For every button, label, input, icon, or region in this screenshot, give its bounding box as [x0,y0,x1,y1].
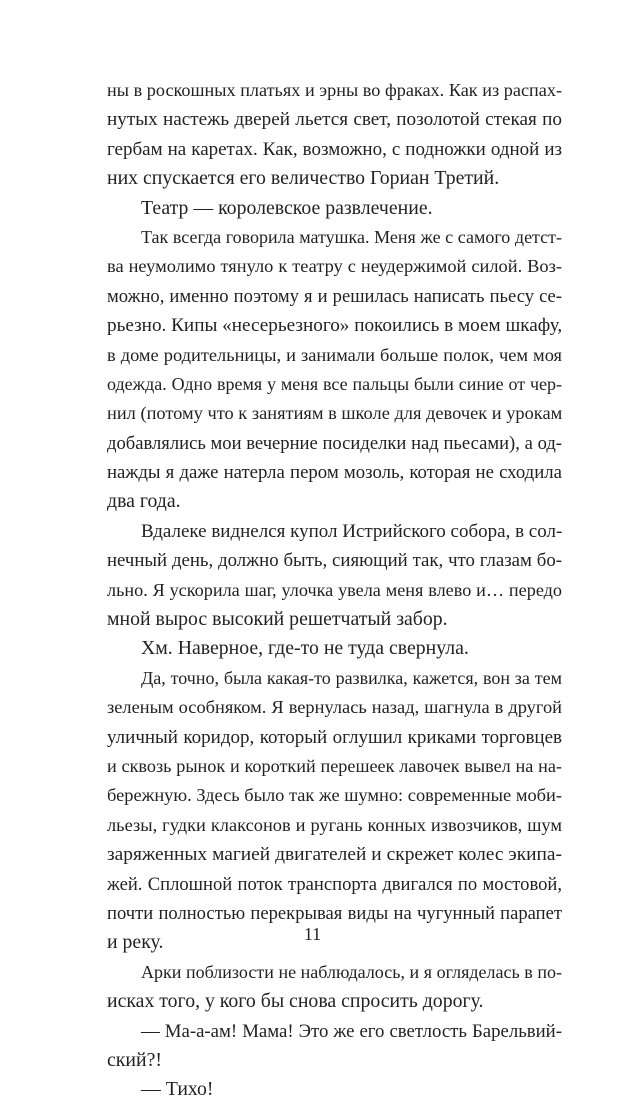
text-line: бережную. Здесь было так же шумно: современные моби- [107,785,562,806]
text-line: заряженных магией двигателей и скрежет колес экипа- [107,844,562,866]
text-line: гербам на каретах. Как, возможно, с подножки одной из [107,138,562,160]
text-line: них спускается его величество Гориан Третий. [107,167,500,190]
text-line: льно. Я ускорила шаг, улочка увела меня влево и… передо [107,579,562,600]
text-line: нил (потому что к занятиям в школе для девочек и урокам [107,403,563,424]
text-line: — Ма-а-ам! Мама! Это же его светлость Барельвий- [141,1020,562,1042]
text-line: Театр — королевское развлечение. [141,196,433,219]
text-line: ский?! [107,1048,162,1071]
text-line: в доме родительницы, и занимали больше полок, чем моя [107,344,562,365]
text-line: два года. [107,490,181,513]
text-line: одежда. Одно время у меня все пальцы были синие от чер- [107,373,562,394]
text-line: рьезно. Кипы «несерьезного» покоились в моем шкафу, [107,315,563,337]
text-line: Так всегда говорила матушка. Меня же с самого детст- [141,226,562,247]
text-line: и реку. [107,931,164,954]
text-line: ны в роскошных платьях и эрны во фраках. Как из распах- [107,80,562,100]
text-line: жей. Сплошной поток транспорта двигался по мостовой, [107,873,562,895]
text-line: можно, именно поэтому я и решилась написать пьесу се- [107,285,562,307]
text-line: исках того, у кого бы снова спросить дорогу. [107,990,484,1013]
text-line: ва неумолимо тянуло к театру с неудержимой силой. Воз- [107,256,562,277]
text-line: нутых настежь дверей льется свет, позолотой стекая по [107,109,562,131]
text-line: льезы, гудки клаксонов и ругань конных извозчиков, шум [107,814,562,835]
text-line: добавлялись мои вечерние посиделки над пьесами), а од- [107,432,562,454]
text-line: — Тихо! [141,1078,214,1101]
text-line: Вдалеке виднелся купол Истрийского собора, в сол- [141,520,563,542]
text-line: уличный коридор, который оглушил криками торговцев [107,726,562,748]
body-text [107,76,562,1105]
page-number: 11 [303,924,322,944]
text-line: почти полностью перекрывая виды на чугунный парапет [107,902,562,924]
text-line: мной вырос высокий решетчатый забор. [107,608,448,631]
text-line: Арки поблизости не наблюдалось, и я огляделась в по- [141,961,562,982]
text-line: и сквозь рынок и короткий перешеек лавочек вывел на на- [107,755,562,776]
text-line: нечный день, должно быть, сияющий так, что глазам бо- [107,550,562,572]
text-line: нажды я даже натерла пером мозоль, которая не сходила [107,462,562,484]
text-line: Хм. Наверное, где-то не туда свернула. [141,637,469,660]
text-line: зеленым особняком. Я вернулась назад, шагнула в другой [107,697,562,718]
text-line: Да, точно, была какая-то развилка, кажется, вон за тем [141,667,562,688]
